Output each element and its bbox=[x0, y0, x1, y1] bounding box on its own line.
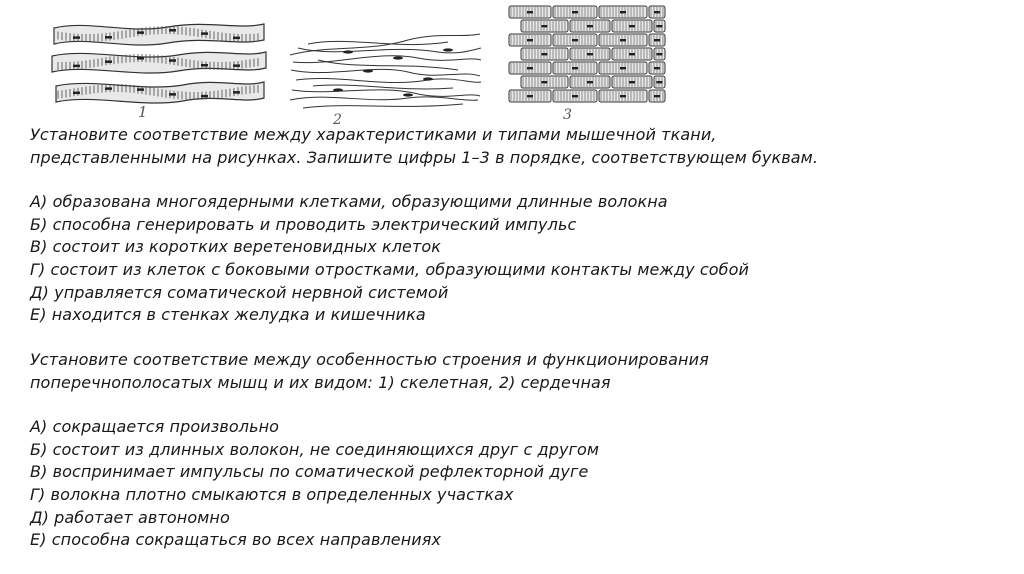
task-1-option-d: Д) управляется соматической нервной системой bbox=[30, 282, 449, 302]
task-2 bbox=[30, 349, 1010, 552]
task-1-option-g: Г) состоит из клеток с боковыми отростками, образующими контакты между собой bbox=[30, 259, 750, 279]
task-2-option-d: Д) работает автономно bbox=[30, 507, 230, 527]
task-2-option-b: Б) состоит из длинных волокон, не соединяющихся друг с другом bbox=[30, 439, 600, 459]
cardiac-muscle-figure bbox=[505, 0, 670, 120]
smooth-muscle-figure bbox=[288, 0, 483, 125]
task-1 bbox=[30, 124, 1010, 327]
task-1-option-b: Б) способна генерировать и проводить электрический импульс bbox=[30, 214, 577, 234]
figure-1-label: 1 bbox=[138, 103, 148, 118]
task-2-option-a: А) сокращается произвольно bbox=[30, 417, 280, 437]
task-1-option-v: В) состоит из коротких веретеновидных клеток bbox=[30, 237, 442, 257]
task-1-option-e: Е) находится в стенках желудка и кишечника bbox=[30, 305, 426, 325]
task-2-option-g: Г) волокна плотно смыкаются в определенных участках bbox=[30, 484, 514, 504]
figure-2-label: 2 bbox=[333, 112, 342, 125]
figure-3-label: 3 bbox=[563, 107, 572, 120]
task-2-prompt-line: Установите соответствие между особенностью строения и функционирования bbox=[30, 350, 709, 369]
task-1-prompt-line: представленными на рисунках. Запишите цифры 1–3 в порядке, соответствующем буквам. bbox=[30, 147, 819, 167]
skeletal-muscle-figure bbox=[48, 0, 268, 118]
task-1-prompt-line: Установите соответствие между характеристиками и типами мышечной ткани, bbox=[30, 125, 717, 144]
task-2-option-e: Е) способна сокращаться во всех направлениях bbox=[30, 530, 442, 550]
task-2-option-v: В) воспринимает импульсы по соматической рефлекторной дуге bbox=[30, 462, 589, 482]
task-1-option-a: А) образована многоядерными клетками, образующими длинные волокна bbox=[30, 192, 668, 212]
task-2-prompt-line: поперечнополосатых мышц и их видом: 1) скелетная, 2) сердечная bbox=[30, 372, 611, 392]
